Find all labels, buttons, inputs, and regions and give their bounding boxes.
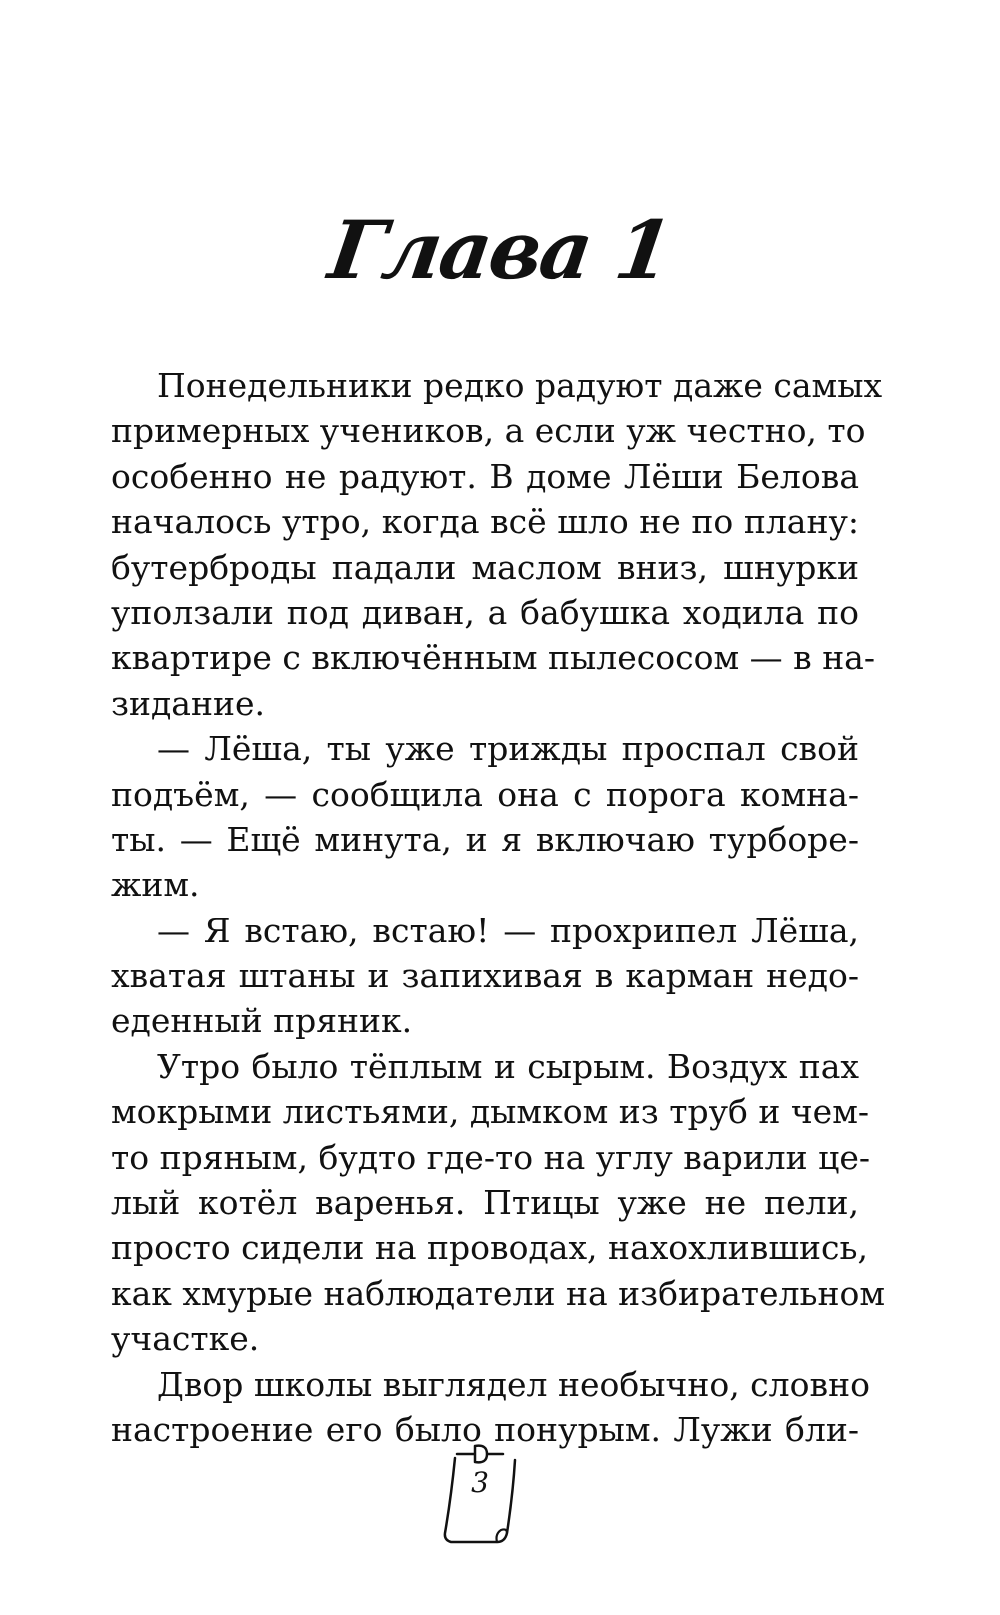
text-line: еденный пряник. [111,1001,413,1041]
text-line: участке. [111,1319,260,1359]
text-line: хватая штаны и запихивая в карман недо- [111,956,859,996]
chapter-title: Глава 1 [323,203,677,297]
text-line: мокрыми листьями, дымком из труб и чем- [111,1092,870,1132]
text-line: жим. [111,865,200,905]
text-line: примерных учеников, а если уж честно, то [111,411,866,451]
note-icon [435,1438,525,1563]
text-line: как хмурые наблюдатели на избирательном [111,1273,886,1313]
text-line: ты. — Ещё минута, и я включаю турборе- [111,819,859,859]
page-number: 3 [471,1466,489,1499]
text-line: то пряным, будто где-то на углу варили це- [111,1137,871,1177]
text-line: — Я встаю, встаю! — прохрипел Лёша, [157,910,859,950]
text-line: квартире с включённым пылесосом — в на- [111,638,876,678]
text-line: подъём, — сообщила она с порога комна- [111,774,859,814]
text-line: просто сидели на проводах, нахохлившись, [111,1228,868,1268]
text-line: бутерброды падали маслом вниз, шнурки [111,547,859,587]
text-line: особенно не радуют. В доме Лёши Белова [111,456,859,496]
text-line: началось утро, когда всё шло не по плану: [111,502,859,542]
page-number-badge [435,1438,525,1563]
text-line: Двор школы выглядел необычно, словно [157,1364,870,1404]
text-line: — Лёша, ты уже трижды проспал свой [157,729,859,769]
text-line: Утро было тёплым и сырым. Воздух пах [157,1046,859,1086]
text-line: лый котёл варенья. Птицы уже не пели, [111,1183,859,1223]
text-line: уползали под диван, а бабушка ходила по [111,592,859,632]
text-line: настроение его было понурым. Лужи бли- [111,1409,859,1449]
text-line: зидание. [111,683,265,723]
text-body [111,363,886,1452]
text-line: Понедельники редко радуют даже самых [157,366,883,405]
